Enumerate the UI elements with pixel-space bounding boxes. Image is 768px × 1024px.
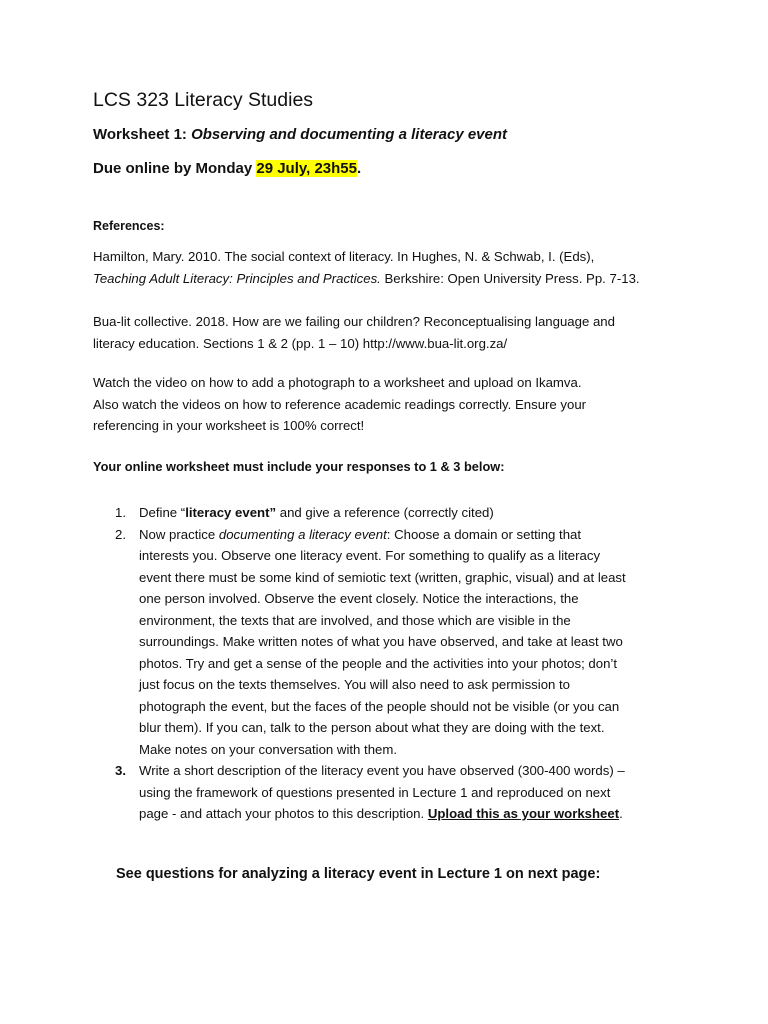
due-suffix: . [356, 160, 362, 177]
upload-instruction: Upload this as your worksheet [427, 806, 620, 821]
task3-end: . [619, 806, 623, 821]
due-date-line [93, 160, 361, 177]
due-prefix: Due online by Monday [93, 160, 257, 177]
worksheet-topic: Observing and documenting a literacy event [191, 126, 508, 143]
task2-line: Make notes on your conversation with them. [139, 741, 398, 757]
task2-line: environment, the texts that are involved, and those which are visible in the [139, 612, 571, 628]
reference-bua-lit [93, 311, 615, 354]
list-item [93, 502, 626, 524]
task2-post: : Choose a domain or setting that [386, 526, 582, 542]
list-number: 1. [115, 505, 126, 520]
task2-line: photos. Try and get a sense of the people and the activities into your photos; don’t [139, 655, 617, 671]
list-number: 2. [115, 526, 126, 542]
course-title: LCS 323 Literacy Studies [93, 89, 314, 111]
list-item [93, 524, 626, 761]
task1-term: literacy event” [185, 505, 277, 520]
instructions-paragraph [93, 372, 586, 437]
task2-line: blur them). If you can, talk to the person about what they are doing with the text. [139, 720, 605, 735]
task-list [93, 502, 626, 825]
reference-hamilton-line2 [93, 268, 640, 290]
requirements-intro: Your online worksheet must include your responses to 1 & 3 below: [93, 459, 505, 474]
worksheet-label: Worksheet 1: [93, 126, 192, 143]
reference-book-title: Teaching Adult Literacy: Principles and Practices. [93, 270, 381, 286]
task2-line: interests you. Observe one literacy event. For something to qualify as a literacy [139, 548, 601, 563]
task1-pre: Define “ [139, 505, 186, 520]
task3-line2: using the framework of questions presented in Lecture 1 and reproduced on next [139, 784, 611, 800]
instructions-line3: referencing in your worksheet is 100% correct! [93, 418, 365, 433]
task2-line0 [139, 524, 626, 546]
reference-hamilton-line1: Hamilton, Mary. 2010. The social context of literacy. In Hughes, N. & Schwab, I. (Eds), [93, 249, 595, 264]
reference-hamilton [93, 246, 640, 289]
reference-publisher: Berkshire: Open University Press. Pp. 7-13. [380, 270, 640, 286]
task2-pre: Now practice [139, 526, 219, 542]
task3-line1: Write a short description of the literacy event you have observed (300-400 words) – [139, 763, 625, 778]
task2-line: just focus on the texts themselves. You will also need to ask permission to [139, 677, 571, 692]
task2-line: event there must be some kind of semiotic text (written, graphic, visual) and at least [139, 569, 626, 585]
task2-line: one person involved. Observe the event closely. Notice the interactions, the [139, 591, 579, 606]
list-number: 3. [115, 763, 126, 778]
task2-emphasis: documenting a literacy event [218, 526, 387, 542]
task3-line3 [139, 803, 626, 825]
next-page-note: See questions for analyzing a literacy event in Lecture 1 on next page: [116, 866, 601, 882]
reference-bua-lit-line2: literacy education. Sections 1 & 2 (pp. 1 – 10) http://www.bua-lit.org.za/ [93, 335, 508, 351]
reference-bua-lit-line1: Bua-lit collective. 2018. How are we failing our children? Reconceptualising language and [93, 314, 615, 329]
task1-post: and give a reference (correctly cited) [276, 505, 494, 520]
references-heading: References: [93, 219, 165, 233]
instructions-line1: Watch the video on how to add a photograph to a worksheet and upload on Ikamva. [93, 375, 582, 390]
task3-line3-pre: page - and attach your photos to this description. [139, 806, 428, 821]
due-date-highlight: 29 July, 23h55 [256, 160, 357, 177]
list-item [93, 760, 626, 825]
task2-line: photograph the event, but the faces of the people should not be visible (or you can [139, 698, 620, 714]
worksheet-heading [93, 126, 507, 143]
instructions-line2: Also watch the videos on how to reference academic readings correctly. Ensure your [93, 396, 587, 412]
task2-line: surroundings. Make written notes of what you have observed, and take at least two [139, 634, 623, 649]
